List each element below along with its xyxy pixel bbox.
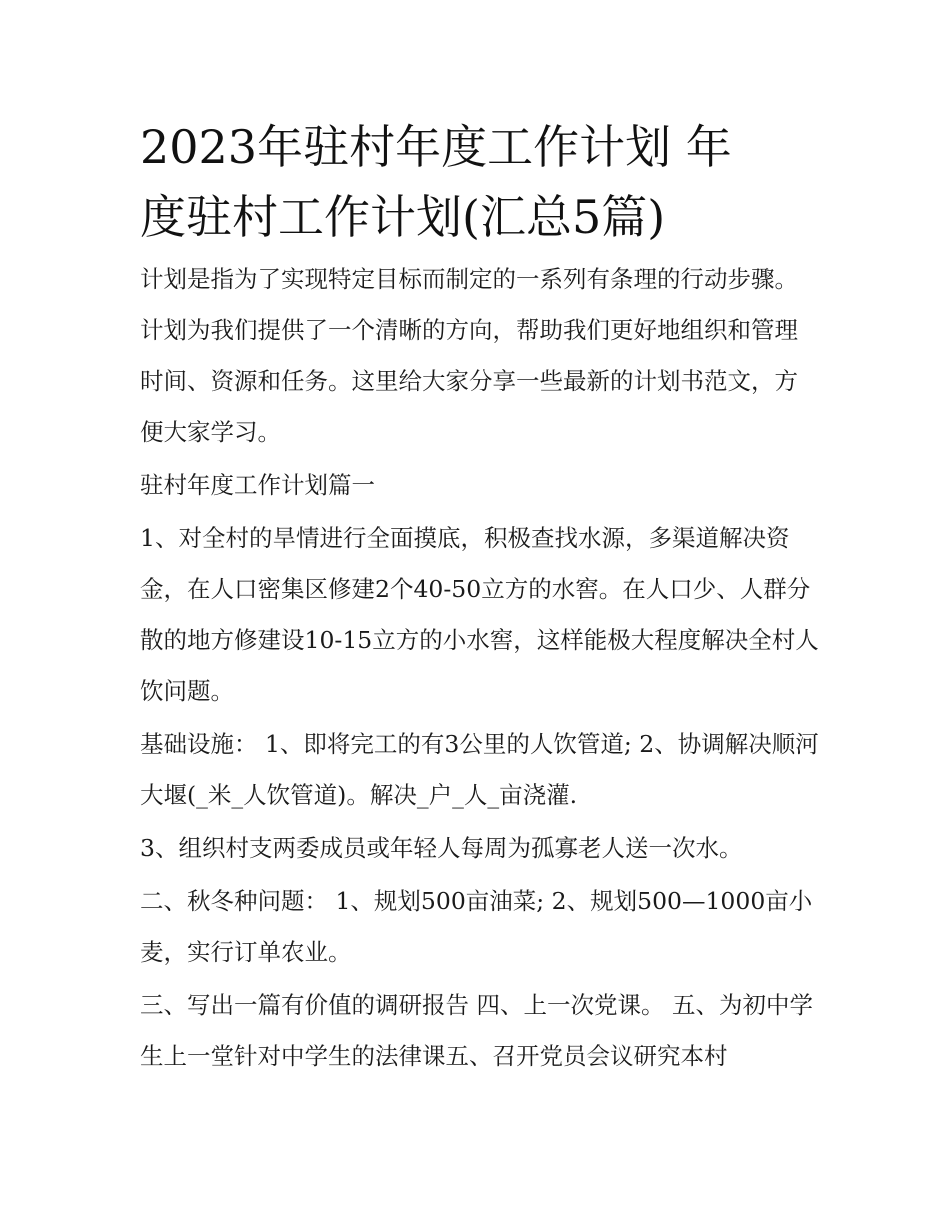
body-paragraph: 1、对全村的旱情进行全面摸底，积极查找水源，多渠道解决资金，在人口密集区修建2个40-50立方的水窖。在人口少、人群分散的地方修建设10-15立方的小水窖，这样能极大程度解决全村人饮问题。 [140,524,819,705]
body-paragraph: 三、写出一篇有价值的调研报告 四、上一次党课。 五、为初中学生上一堂针对中学生的法律课五、召开党员会议研究本村 [140,991,813,1070]
intro-paragraph: 计划是指为了实现特定目标而制定的一系列有条理的行动步骤。计划为我们提供了一个清晰的方向，帮助我们更好地组织和管理时间、资源和任务。这里给大家分享一些最新的计划书范文，方便大家学习。 [140,265,798,446]
body-paragraph: 3、组织村支两委成员或年轻人每周为孤寡老人送一次水。 [140,834,743,862]
section-heading: 驻村年度工作计划篇一 [140,471,375,499]
title-line-1: 2023年驻村年度工作计划 年 [140,120,732,174]
body-paragraph: 基础设施： 1、即将完工的有3公里的人饮管道; 2、协调解决顺河大堰(_米_人饮管道)。解决_户_人_亩浇灌. [140,730,819,809]
document-title [140,112,820,252]
document-page [140,112,820,1082]
title-line-2: 度驻村工作计划(汇总5篇) [140,190,666,244]
body-paragraph: 二、秋冬种问题： 1、规划500亩油菜; 2、规划500—1000亩小麦，实行订单农业。 [140,887,813,966]
